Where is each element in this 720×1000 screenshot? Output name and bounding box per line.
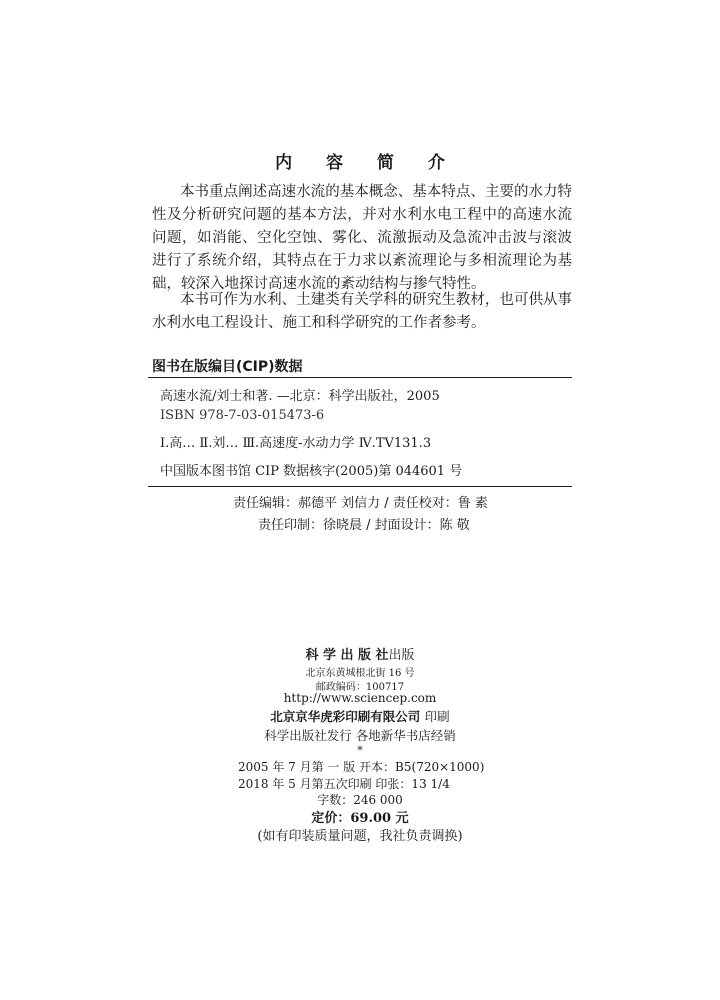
printer-name: 北京京华虎彩印刷有限公司 — [270, 709, 421, 724]
production-credits: 责任印制：徐晓晨 / 封面设计：陈 敬 — [258, 518, 470, 533]
quality-notice: (如有印装质量问题，我社负责调换) — [257, 829, 463, 844]
cip-isbn: ISBN 978-7-03-015473-6 — [160, 408, 325, 423]
publisher-suffix: 出版 — [388, 648, 415, 663]
separator-star: * — [357, 744, 363, 757]
editor-credits: 责任编辑：郝德平 刘信力 / 责任校对：鲁 素 — [233, 496, 488, 511]
publisher-line — [0, 644, 720, 663]
price: 定价：69.00 元 — [311, 811, 409, 826]
cip-top-rule — [148, 377, 572, 378]
edition-line-1: 2005 年 7 月第 一 版 开本：B5(720×1000) — [238, 760, 485, 774]
summary-paragraph-1: 本书重点阐述高速水流的基本概念、基本特点、主要的水力特性及分析研究问题的基本方法，并对水利水电工程中的高速水流问题，如消能、空化空蚀、雾化、流激振动及急流冲击波与滚波进行了系统介绍，其特点在于力求以紊流理论与多相流理论为基础，较深入地探讨高速水流的紊动结构与掺气特性。 — [152, 184, 572, 292]
cip-subjects: Ⅰ.高… Ⅱ.刘… Ⅲ.高速度-水动力学 Ⅳ.TV131.3 — [160, 436, 432, 451]
cip-verify-number: 中国版本图书馆 CIP 数据核字(2005)第 044601 号 — [160, 464, 463, 479]
printer-line — [0, 707, 720, 725]
edition-line-2: 2018 年 5 月第五次印刷 印张：13 1/4 — [238, 777, 450, 791]
printer-suffix: 印刷 — [424, 709, 450, 724]
publisher-url: http://www.sciencep.com — [283, 691, 437, 705]
summary-title: 内 容 简 介 — [275, 153, 459, 173]
postal-code: 邮政编码：100717 — [315, 682, 405, 693]
cip-heading: 图书在版编目(CIP)数据 — [152, 359, 303, 375]
publisher-name: 科 学 出 版 社 — [305, 648, 389, 663]
cip-bottom-rule — [148, 486, 572, 487]
word-count: 字数：246 000 — [317, 793, 403, 807]
publisher-address: 北京东黄城根北街 16 号 — [305, 668, 415, 679]
cip-title-line: 高速水流/刘士和著. —北京：科学出版社，2005 — [160, 389, 440, 404]
summary-paragraph-2: 本书可作为水利、土建类有关学科的研究生教材，也可供从事水利水电工程设计、施工和科学研究的工作者参考。 — [152, 292, 572, 331]
distribution-line: 科学出版社发行 各地新华书店经销 — [264, 728, 456, 743]
